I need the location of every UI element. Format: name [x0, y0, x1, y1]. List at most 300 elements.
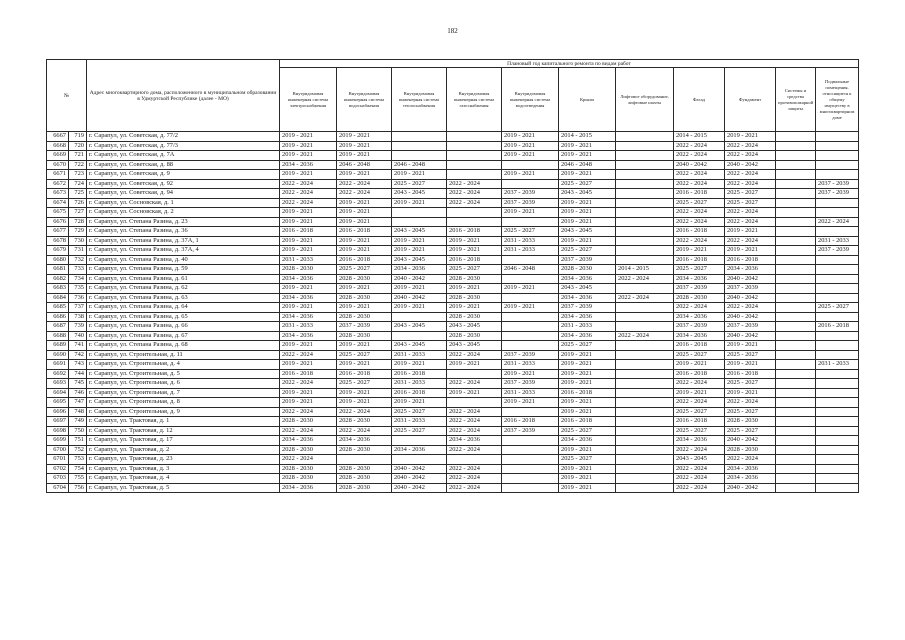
row-year-cell: 2025 - 2027 [816, 303, 859, 313]
row-year-cell [502, 255, 559, 265]
row-year-cell: 2022 - 2024 [616, 331, 674, 341]
row-year-cell: 2022 - 2024 [674, 208, 725, 218]
row-year-cell [816, 208, 859, 218]
row-index: 6699 [47, 436, 69, 446]
row-year-cell: 2046 - 2048 [502, 265, 559, 275]
row-year-cell [502, 217, 559, 227]
row-year-cell: 2037 - 2039 [674, 284, 725, 294]
row-year-cell: 2031 - 2033 [392, 350, 447, 360]
row-index: 6676 [47, 217, 69, 227]
table-row [47, 160, 859, 170]
row-year-cell: 2022 - 2024 [674, 151, 725, 161]
row-year-cell: 2025 - 2027 [725, 350, 776, 360]
row-address: г. Сарапул, ул. Строительная, д. 5 [87, 369, 280, 379]
row-address: г. Сарапул, ул. Степана Разина, д. 66 [87, 322, 280, 332]
row-year-cell: 2022 - 2024 [447, 189, 502, 199]
row-year-cell [816, 132, 859, 142]
row-house-id: 752 [69, 445, 87, 455]
row-year-cell [776, 350, 816, 360]
row-year-cell: 2031 - 2033 [392, 379, 447, 389]
row-year-cell: 2022 - 2024 [447, 426, 502, 436]
row-year-cell [816, 388, 859, 398]
row-index: 6681 [47, 265, 69, 275]
row-year-cell [616, 341, 674, 351]
row-year-cell [816, 341, 859, 351]
row-year-cell [776, 198, 816, 208]
row-year-cell: 2043 - 2045 [447, 341, 502, 351]
row-year-cell: 2040 - 2042 [392, 293, 447, 303]
row-index: 6704 [47, 483, 69, 493]
row-address: г. Сарапул, ул. Советская, д. 7А [87, 151, 280, 161]
row-year-cell: 2037 - 2039 [502, 426, 559, 436]
row-year-cell: 2040 - 2042 [392, 483, 447, 493]
row-house-id: 737 [69, 303, 87, 313]
row-index: 6700 [47, 445, 69, 455]
row-year-cell: 2019 - 2021 [725, 341, 776, 351]
row-address: г. Сарапул, ул. Сосновская, д. 2 [87, 208, 280, 218]
row-year-cell: 2022 - 2024 [674, 170, 725, 180]
row-year-cell: 2028 - 2030 [337, 293, 392, 303]
row-year-cell [816, 255, 859, 265]
row-year-cell: 2043 - 2045 [447, 322, 502, 332]
row-year-cell: 2034 - 2036 [280, 436, 337, 446]
row-year-cell: 2022 - 2024 [337, 179, 392, 189]
row-index: 6675 [47, 208, 69, 218]
header-fire-protection: Системы и средства противопожарной защиты [776, 68, 816, 132]
row-year-cell: 2025 - 2027 [337, 265, 392, 275]
row-year-cell [776, 208, 816, 218]
row-year-cell: 2037 - 2039 [502, 189, 559, 199]
row-year-cell [392, 436, 447, 446]
row-year-cell: 2022 - 2024 [674, 217, 725, 227]
row-year-cell: 2037 - 2039 [816, 179, 859, 189]
row-year-cell: 2016 - 2018 [502, 417, 559, 427]
row-year-cell [776, 360, 816, 370]
row-year-cell: 2046 - 2048 [392, 160, 447, 170]
row-index: 6692 [47, 369, 69, 379]
row-year-cell: 2019 - 2021 [502, 303, 559, 313]
row-year-cell: 2016 - 2018 [337, 369, 392, 379]
row-year-cell: 2043 - 2045 [392, 227, 447, 237]
row-year-cell: 2022 - 2024 [280, 189, 337, 199]
row-year-cell [616, 388, 674, 398]
table-row [47, 255, 859, 265]
row-year-cell: 2019 - 2021 [559, 398, 616, 408]
row-year-cell: 2028 - 2030 [337, 274, 392, 284]
row-year-cell: 2037 - 2039 [674, 322, 725, 332]
row-year-cell [816, 160, 859, 170]
row-house-id: 721 [69, 151, 87, 161]
row-year-cell: 2019 - 2021 [392, 284, 447, 294]
row-house-id: 725 [69, 189, 87, 199]
row-year-cell [776, 274, 816, 284]
row-year-cell: 2022 - 2024 [616, 274, 674, 284]
row-house-id: 739 [69, 322, 87, 332]
row-year-cell [392, 331, 447, 341]
row-year-cell: 2022 - 2024 [725, 303, 776, 313]
row-house-id: 750 [69, 426, 87, 436]
row-year-cell [502, 341, 559, 351]
row-year-cell: 2019 - 2021 [337, 217, 392, 227]
row-year-cell [776, 179, 816, 189]
row-year-cell: 2019 - 2021 [337, 360, 392, 370]
row-year-cell [816, 474, 859, 484]
row-address: г. Сарапул, ул. Степана Разина, д. 67 [87, 331, 280, 341]
row-year-cell [776, 236, 816, 246]
row-year-cell: 2019 - 2021 [337, 208, 392, 218]
row-index: 6683 [47, 284, 69, 294]
row-year-cell: 2028 - 2030 [337, 483, 392, 493]
row-house-id: 742 [69, 350, 87, 360]
row-year-cell [502, 483, 559, 493]
row-year-cell [616, 160, 674, 170]
row-year-cell: 2025 - 2027 [725, 198, 776, 208]
row-index: 6687 [47, 322, 69, 332]
row-year-cell: 2019 - 2021 [337, 151, 392, 161]
table-row [47, 464, 859, 474]
row-year-cell: 2040 - 2042 [725, 436, 776, 446]
row-year-cell [616, 407, 674, 417]
row-year-cell: 2019 - 2021 [392, 360, 447, 370]
row-year-cell [392, 455, 447, 465]
table-row [47, 198, 859, 208]
row-year-cell: 2022 - 2024 [616, 293, 674, 303]
row-year-cell: 2037 - 2039 [559, 303, 616, 313]
table-row [47, 265, 859, 275]
row-house-id: 751 [69, 436, 87, 446]
row-year-cell: 2019 - 2021 [280, 388, 337, 398]
row-year-cell [776, 369, 816, 379]
row-year-cell: 2025 - 2027 [392, 407, 447, 417]
row-year-cell: 2019 - 2021 [337, 284, 392, 294]
row-year-cell: 2025 - 2027 [559, 246, 616, 256]
row-year-cell: 2022 - 2024 [725, 151, 776, 161]
row-year-cell: 2025 - 2027 [559, 179, 616, 189]
row-house-id: 719 [69, 132, 87, 142]
header-water: Внутридомовая инженерная система водоснабжения [337, 68, 392, 132]
table-row [47, 151, 859, 161]
row-year-cell: 2022 - 2024 [674, 236, 725, 246]
row-year-cell [502, 407, 559, 417]
row-year-cell: 2019 - 2021 [725, 227, 776, 237]
row-year-cell: 2019 - 2021 [502, 141, 559, 151]
row-address: г. Сарапул, ул. Строительная, д. 4 [87, 360, 280, 370]
row-address: г. Сарапул, ул. Советская, д. 94 [87, 189, 280, 199]
row-year-cell [616, 445, 674, 455]
row-year-cell: 2034 - 2036 [392, 445, 447, 455]
row-year-cell [502, 464, 559, 474]
row-year-cell: 2043 - 2045 [392, 341, 447, 351]
row-year-cell: 2019 - 2021 [280, 360, 337, 370]
row-year-cell: 2022 - 2024 [447, 350, 502, 360]
row-index: 6668 [47, 141, 69, 151]
row-address: г. Сарапул, ул. Трактовая, д. 1 [87, 417, 280, 427]
row-year-cell: 2022 - 2024 [337, 407, 392, 417]
row-year-cell [776, 436, 816, 446]
row-index: 6698 [47, 426, 69, 436]
row-year-cell: 2016 - 2018 [447, 255, 502, 265]
row-year-cell: 2019 - 2021 [559, 198, 616, 208]
row-address: г. Сарапул, ул. Степана Разина, д. 64 [87, 303, 280, 313]
table-row [47, 379, 859, 389]
row-year-cell: 2019 - 2021 [447, 246, 502, 256]
row-year-cell [816, 151, 859, 161]
row-year-cell: 2022 - 2024 [816, 217, 859, 227]
row-year-cell [447, 151, 502, 161]
row-address: г. Сарапул, ул. Трактовая, д. 4 [87, 474, 280, 484]
row-year-cell [616, 398, 674, 408]
row-year-cell: 2022 - 2024 [447, 407, 502, 417]
row-year-cell: 2019 - 2021 [725, 360, 776, 370]
row-year-cell: 2019 - 2021 [337, 170, 392, 180]
row-address: г. Сарапул, ул. Степана Разина, д. 36 [87, 227, 280, 237]
table-row [47, 217, 859, 227]
row-year-cell: 2019 - 2021 [447, 236, 502, 246]
row-year-cell: 2028 - 2030 [447, 293, 502, 303]
row-year-cell: 2022 - 2024 [280, 379, 337, 389]
table-body [47, 132, 859, 493]
row-year-cell: 2016 - 2018 [392, 388, 447, 398]
table-row [47, 227, 859, 237]
row-house-id: 755 [69, 474, 87, 484]
table-row [47, 455, 859, 465]
row-year-cell: 2022 - 2024 [447, 445, 502, 455]
row-year-cell: 2016 - 2018 [674, 341, 725, 351]
row-index: 6669 [47, 151, 69, 161]
header-elevators: Лифтовое оборудование, лифтовые шахты [616, 68, 674, 132]
row-year-cell: 2022 - 2024 [674, 445, 725, 455]
row-year-cell: 2031 - 2033 [502, 388, 559, 398]
row-year-cell [502, 455, 559, 465]
table-row [47, 236, 859, 246]
row-year-cell: 2022 - 2024 [725, 141, 776, 151]
row-year-cell [447, 398, 502, 408]
row-house-id: 740 [69, 331, 87, 341]
row-house-id: 735 [69, 284, 87, 294]
row-year-cell: 2022 - 2024 [447, 198, 502, 208]
row-address: г. Сарапул, ул. Советская, д. 77/2 [87, 132, 280, 142]
row-year-cell [776, 474, 816, 484]
table-row [47, 369, 859, 379]
row-year-cell: 2019 - 2021 [337, 388, 392, 398]
row-year-cell: 2022 - 2024 [447, 483, 502, 493]
row-year-cell [776, 189, 816, 199]
row-year-cell: 2028 - 2030 [447, 312, 502, 322]
row-house-id: 724 [69, 179, 87, 189]
row-index: 6674 [47, 198, 69, 208]
row-year-cell [816, 426, 859, 436]
row-index: 6696 [47, 407, 69, 417]
row-year-cell: 2022 - 2024 [447, 379, 502, 389]
row-year-cell: 2034 - 2036 [280, 331, 337, 341]
row-year-cell: 2016 - 2018 [280, 227, 337, 237]
row-year-cell [816, 350, 859, 360]
row-year-cell: 2031 - 2033 [816, 360, 859, 370]
table-row [47, 179, 859, 189]
row-year-cell [776, 141, 816, 151]
row-index: 6689 [47, 341, 69, 351]
table-row [47, 388, 859, 398]
row-year-cell [447, 217, 502, 227]
row-year-cell: 2016 - 2018 [337, 255, 392, 265]
row-address: г. Сарапул, ул. Советская, д. 9 [87, 170, 280, 180]
table-row [47, 293, 859, 303]
row-year-cell: 2040 - 2042 [392, 274, 447, 284]
row-address: г. Сарапул, ул. Степана Разина, д. 37А, 1 [87, 236, 280, 246]
row-address: г. Сарапул, ул. Строительная, д. 9 [87, 407, 280, 417]
table-row [47, 331, 859, 341]
row-year-cell: 2019 - 2021 [337, 398, 392, 408]
row-year-cell: 2019 - 2021 [559, 236, 616, 246]
row-year-cell: 2028 - 2030 [337, 474, 392, 484]
row-year-cell: 2019 - 2021 [559, 170, 616, 180]
row-year-cell: 2019 - 2021 [447, 388, 502, 398]
row-index: 6682 [47, 274, 69, 284]
row-year-cell: 2043 - 2045 [559, 284, 616, 294]
row-year-cell [616, 236, 674, 246]
row-address: г. Сарапул, ул. Сосновская, д. 1 [87, 198, 280, 208]
row-year-cell: 2034 - 2036 [280, 160, 337, 170]
row-year-cell [502, 160, 559, 170]
row-year-cell [816, 379, 859, 389]
row-index: 6673 [47, 189, 69, 199]
row-house-id: 747 [69, 398, 87, 408]
row-year-cell: 2016 - 2018 [280, 369, 337, 379]
row-year-cell [502, 445, 559, 455]
row-year-cell: 2037 - 2039 [502, 379, 559, 389]
table-row [47, 170, 859, 180]
row-year-cell [616, 379, 674, 389]
row-year-cell [392, 312, 447, 322]
row-year-cell [776, 388, 816, 398]
row-year-cell: 2019 - 2021 [337, 132, 392, 142]
row-year-cell: 2037 - 2039 [337, 322, 392, 332]
row-year-cell: 2022 - 2024 [280, 198, 337, 208]
row-year-cell: 2019 - 2021 [559, 483, 616, 493]
row-year-cell [502, 312, 559, 322]
row-year-cell: 2028 - 2030 [447, 331, 502, 341]
row-year-cell: 2016 - 2018 [447, 227, 502, 237]
row-year-cell: 2031 - 2033 [392, 417, 447, 427]
row-year-cell: 2019 - 2021 [280, 398, 337, 408]
row-year-cell: 2019 - 2021 [447, 303, 502, 313]
row-year-cell [392, 141, 447, 151]
row-year-cell [616, 208, 674, 218]
row-year-cell [502, 322, 559, 332]
row-year-cell: 2019 - 2021 [502, 170, 559, 180]
row-year-cell [816, 331, 859, 341]
row-year-cell: 2037 - 2039 [559, 255, 616, 265]
row-year-cell: 2019 - 2021 [502, 284, 559, 294]
header-gas: Внутридомовая инженерная система газоснабжения [447, 68, 502, 132]
row-year-cell [816, 312, 859, 322]
row-year-cell [447, 170, 502, 180]
row-house-id: 754 [69, 464, 87, 474]
row-house-id: 720 [69, 141, 87, 151]
row-year-cell [616, 474, 674, 484]
table-row [47, 322, 859, 332]
row-year-cell: 2028 - 2030 [674, 293, 725, 303]
row-year-cell [776, 303, 816, 313]
row-year-cell [776, 293, 816, 303]
table-row [47, 303, 859, 313]
row-year-cell [776, 455, 816, 465]
row-year-cell [616, 255, 674, 265]
row-year-cell: 2019 - 2021 [725, 388, 776, 398]
row-year-cell: 2022 - 2024 [725, 217, 776, 227]
row-year-cell [447, 160, 502, 170]
row-index: 6671 [47, 170, 69, 180]
header-electric: Внутридомовая инженерная система электроснабжения [280, 68, 337, 132]
row-address: г. Сарапул, ул. Степана Разина, д. 59 [87, 265, 280, 275]
row-year-cell: 2025 - 2027 [559, 426, 616, 436]
row-year-cell [616, 312, 674, 322]
row-house-id: 748 [69, 407, 87, 417]
row-year-cell: 2019 - 2021 [502, 151, 559, 161]
row-year-cell: 2028 - 2030 [280, 474, 337, 484]
row-year-cell: 2037 - 2039 [725, 284, 776, 294]
row-index: 6678 [47, 236, 69, 246]
row-year-cell: 2025 - 2027 [674, 198, 725, 208]
row-year-cell: 2019 - 2021 [559, 464, 616, 474]
row-index: 6690 [47, 350, 69, 360]
row-year-cell: 2040 - 2042 [725, 331, 776, 341]
row-year-cell: 2022 - 2024 [674, 179, 725, 189]
table-row [47, 474, 859, 484]
row-house-id: 746 [69, 388, 87, 398]
row-year-cell [816, 293, 859, 303]
table-row [47, 426, 859, 436]
row-year-cell [502, 274, 559, 284]
row-year-cell [776, 312, 816, 322]
row-year-cell: 2031 - 2033 [502, 246, 559, 256]
row-year-cell: 2040 - 2042 [674, 160, 725, 170]
row-year-cell [776, 265, 816, 275]
row-index: 6680 [47, 255, 69, 265]
row-year-cell: 2034 - 2036 [725, 464, 776, 474]
row-year-cell: 2016 - 2018 [559, 417, 616, 427]
row-house-id: 738 [69, 312, 87, 322]
row-year-cell [392, 208, 447, 218]
row-year-cell: 2022 - 2024 [280, 407, 337, 417]
row-year-cell [616, 284, 674, 294]
row-year-cell: 2034 - 2036 [674, 331, 725, 341]
row-year-cell: 2014 - 2015 [559, 132, 616, 142]
row-year-cell: 2037 - 2039 [816, 189, 859, 199]
row-year-cell: 2022 - 2024 [725, 170, 776, 180]
row-year-cell: 2019 - 2021 [559, 350, 616, 360]
row-year-cell: 2043 - 2045 [559, 227, 616, 237]
row-year-cell [776, 407, 816, 417]
row-year-cell: 2022 - 2024 [447, 179, 502, 189]
row-year-cell: 2043 - 2045 [392, 322, 447, 332]
row-house-id: 743 [69, 360, 87, 370]
row-address: г. Сарапул, ул. Трактовая, д. 3 [87, 464, 280, 474]
row-year-cell [776, 331, 816, 341]
table-row [47, 483, 859, 493]
row-year-cell: 2019 - 2021 [280, 284, 337, 294]
row-year-cell: 2028 - 2030 [280, 417, 337, 427]
row-index: 6703 [47, 474, 69, 484]
row-year-cell: 2022 - 2024 [280, 350, 337, 360]
row-year-cell: 2019 - 2021 [392, 170, 447, 180]
row-year-cell: 2025 - 2027 [392, 179, 447, 189]
row-year-cell: 2028 - 2030 [337, 312, 392, 322]
row-year-cell [776, 151, 816, 161]
row-year-cell [816, 407, 859, 417]
row-year-cell [776, 398, 816, 408]
row-address: г. Сарапул, ул. Строительная, д. 7 [87, 388, 280, 398]
